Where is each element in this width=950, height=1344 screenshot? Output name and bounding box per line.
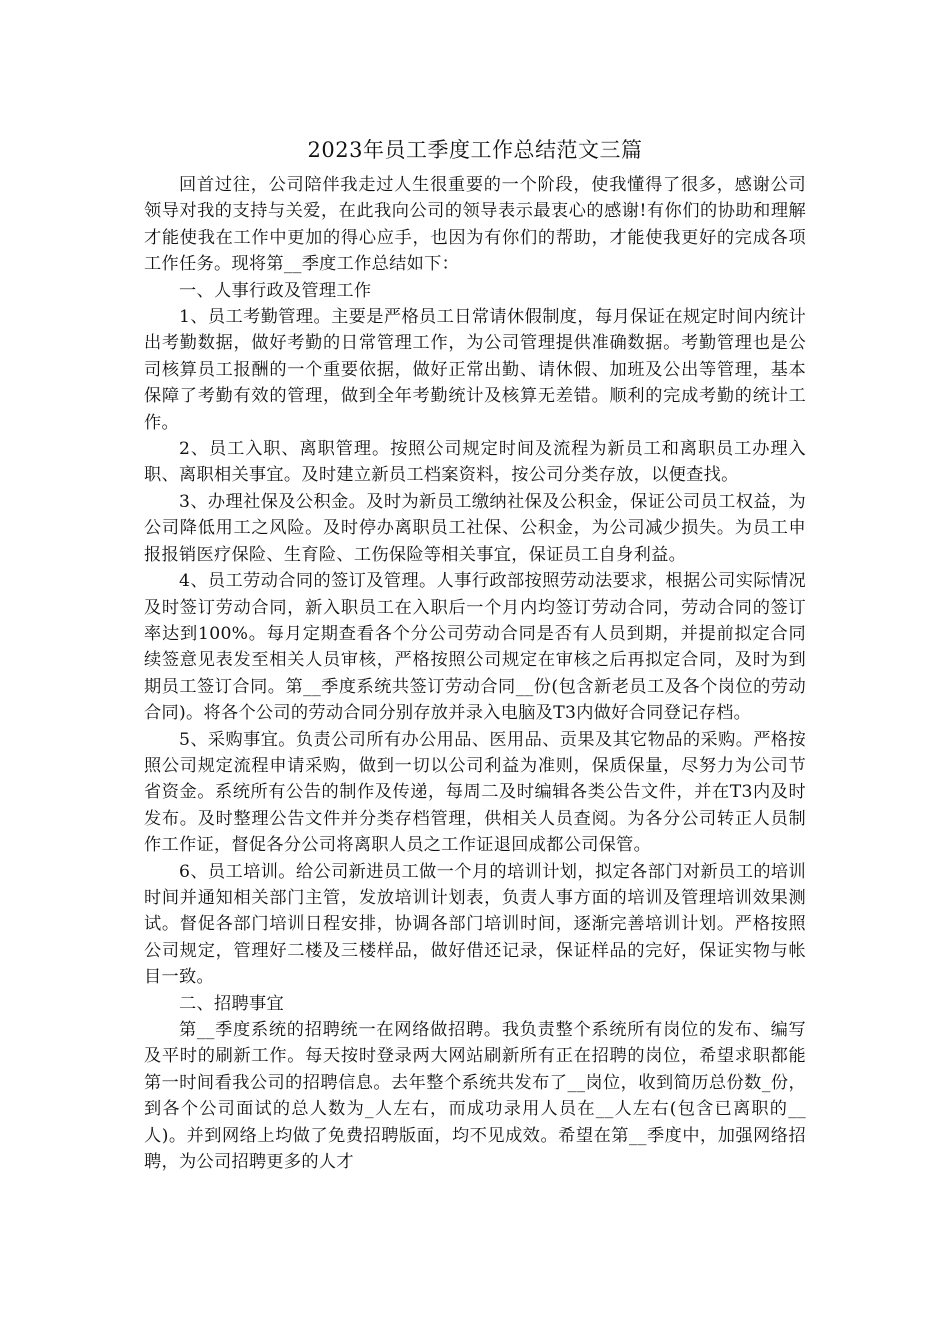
paragraph-intro: 回首过往，公司陪伴我走过人生很重要的一个阶段，使我懂得了很多，感谢公司领导对我的支持与关爱，在此我向公司的领导表示最衷心的感谢!有你们的协助和理解才能使我在工作中更加的得心应手，也因为有你们的帮助，才能使我更好的完成各项工作任务。现将第__季度工作总结如下： [144, 175, 806, 275]
paragraph-attendance: 1、员工考勤管理。主要是严格员工日常请休假制度，每月保证在规定时间内统计出考勤数据，做好考勤的日常管理工作，为公司管理提供准确数据。考勤管理也是公司核算员工报酬的一个重要依据，做好正常出勤、请休假、加班及公出等管理，基本保障了考勤有效的管理，做到全年考勤统计及核算无差错。顺利的完成考勤的统计工作。 [144, 307, 806, 433]
document-title: 2023年员工季度工作总结范文三篇 [307, 138, 643, 162]
paragraph-training: 6、员工培训。给公司新进员工做一个月的培训计划，拟定各部门对新员工的培训时间并通知相关部门主管，发放培训计划表，负责人事方面的培训及管理培训效果测试。督促各部门培训日程安排，协调各部门培训时间，逐渐完善培训计划。严格按照公司规定，管理好二楼及三楼样品，做好借还记录，保证样品的完好，保证实物与帐目一致。 [144, 861, 806, 988]
paragraph-procurement: 5、采购事宜。负责公司所有办公用品、医用品、贡果及其它物品的采购。严格按照公司规定流程申请采购，做到一切以公司利益为准则，保质保量，尽努力为公司节省资金。系统所有公告的制作及传递，每周二及时编辑各类公告文件，并在T3内及时发布。及时整理公告文件并分类存档管理，供相关人员查阅。为各分公司转正人员制作工作证，督促各分公司将离职人员之工作证退回成都公司保管。 [144, 729, 806, 856]
paragraph-recruitment: 第__季度系统的招聘统一在网络做招聘。我负责整个系统所有岗位的发布、编写及平时的刷新工作。每天按时登录两大网站刷新所有正在招聘的岗位，希望求职都能第一时间看我公司的招聘信息。去年整个系统共发布了__岗位，收到简历总份数_份，到各个公司面试的总人数为_人左右，而成功录用人员在__人左右(包含已离职的__人)。并到网络上均做了免费招聘版面，均不见成效。希望在第__季度中，加强网络招聘，为公司招聘更多的人才 [144, 1020, 806, 1173]
paragraph-social-insurance: 3、办理社保及公积金。及时为新员工缴纳社保及公积金，保证公司员工权益，为公司降低用工之风险。及时停办离职员工社保、公积金，为公司减少损失。为员工申报报销医疗保险、生育险、工伤保险等相关事宜，保证员工自身利益。 [144, 491, 806, 565]
document-page [144, 134, 806, 1175]
paragraph-labor-contract: 4、员工劳动合同的签订及管理。人事行政部按照劳动法要求，根据公司实际情况及时签订劳动合同，新入职员工在入职后一个月内均签订劳动合同，劳动合同的签订率达到100%。每月定期查看各个分公司劳动合同是否有人员到期，并提前拟定合同续签意见表发至相关人员审核，严格按照公司规定在审核之后再拟定合同，及时为到期员工签订合同。第__季度系统共签订劳动合同__份(包含新老员工及各个岗位的劳动合同)。将各个公司的劳动合同分别存放并录入电脑及T3内做好合同登记存档。 [144, 571, 806, 724]
paragraph-onboarding: 2、员工入职、离职管理。按照公司规定时间及流程为新员工和离职员工办理入职、离职相关事宜。及时建立新员工档案资料，按公司分类存放，以便查找。 [144, 439, 806, 486]
section-heading-recruitment: 二、招聘事宜 [179, 993, 284, 1014]
section-heading-personnel: 一、人事行政及管理工作 [179, 280, 372, 301]
